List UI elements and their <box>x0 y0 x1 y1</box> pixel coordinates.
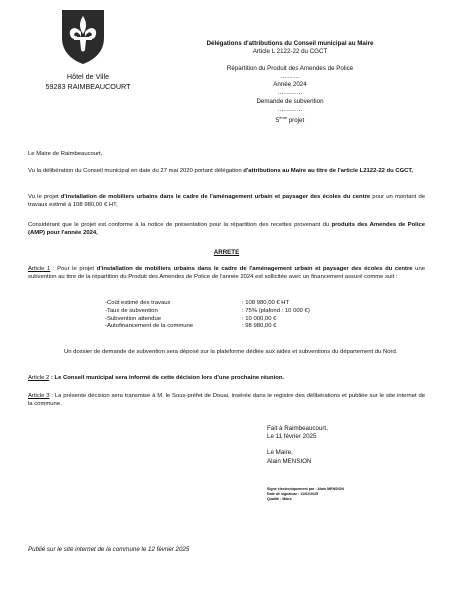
financing-row: -Autofinancement de la commune : 98 980,00 € <box>105 323 277 330</box>
signature-place: Fait à Raimbeaucourt, <box>267 425 328 432</box>
publication-note: Publié sur le site internet de la commune le 12 février 2025 <box>28 546 190 553</box>
intro-line: Le Maire de Raimbeaucourt, <box>28 151 103 157</box>
article-1-label: Article 1 <box>28 266 51 272</box>
article-2-label: Article 2 <box>28 375 50 381</box>
separator: ………… <box>277 106 303 114</box>
signature-name: Alain MENSION <box>267 457 312 465</box>
financing-row: -Taux de subvention : 75% (plafond : 10 000 €) <box>105 307 310 314</box>
document-header <box>180 40 400 126</box>
financing-row: -Coût estimé des travaux : 108 980,00 € HT <box>105 300 290 306</box>
article-2: Article 2 : Le Conseil municipal sera informé de cette décision lors d'une prochaine réunion. <box>28 375 285 381</box>
financing-table <box>105 300 310 331</box>
article-3-label: Article 3 <box>28 393 50 399</box>
signature-block <box>267 425 328 466</box>
separator: ………… <box>277 89 303 97</box>
postal-address: 59283 RAIMBEAUCOURT <box>45 82 131 91</box>
letterhead-address <box>28 72 148 92</box>
signature-date: Le 11 février 2025 <box>267 433 317 441</box>
dossier-note: Un dossier de demande de subvention sera déposé sur la plateforme dédiée aux aides et subventions du département du Nord. <box>64 349 398 355</box>
signature-role: Le Maire, <box>267 449 293 457</box>
separator: ……… <box>280 72 300 80</box>
document-year: Année 2024 <box>273 81 307 89</box>
article-3: Article 3 : La présente décision sera transmise à M. le Sous-préfet de Douai, insérée dans le registre des délibérations et publiée sur le site internet de la commune. <box>28 393 426 407</box>
paragraph-delegation: Vu la délibération du Conseil municipal en date du 27 mai 2020 portant délégation d'attributions au Maire au titre de l'article L2122-22 du CGCT, <box>28 168 414 174</box>
town-hall-label: Hôtel de Ville <box>66 72 110 81</box>
electronic-signature-stamp: Signé électroniquement par : Alain MENSION Date de signature : 11/02/2025 Qualité : Maire <box>267 487 344 501</box>
document-subject: Répartition du Produit des Amendes de Police <box>226 64 354 72</box>
paragraph-project: Vu le projet d'installation de mobiliers urbains dans le cadre de l'aménagement urbain et paysager des écoles du centre pour un montant de travaux estimé à 108 980,00 € HT, <box>28 194 425 208</box>
coat-of-arms-icon <box>60 8 106 66</box>
paragraph-considerant: Considérant que le projet est conforme à la notice de présentation pour la répartition des recettes provenant du produits des Amendes de Police (AMP) pour l'année 2024, <box>28 222 426 236</box>
request-type: Demande de subvention <box>256 97 324 105</box>
arrete-heading: ARRETE <box>213 249 240 256</box>
document-title: Délégations d'attributions du Conseil municipal au Maire <box>206 40 374 47</box>
legal-article: Article L 2122-22 du CGCT <box>252 48 328 56</box>
financing-row: -Subvention attendue : 10 000,00 € <box>105 315 277 322</box>
project-number: 5ème projet <box>275 115 305 125</box>
article-1: Article 1 : Pour le projet d'installation de mobiliers urbains dans le cadre de l'aménagement urbain et paysager des écoles du centre une subvention au titre de la répartition du Produit des Amendes de Police de l'année 2024 est sollicitée avec un financement assuré comme suit : <box>28 266 426 280</box>
